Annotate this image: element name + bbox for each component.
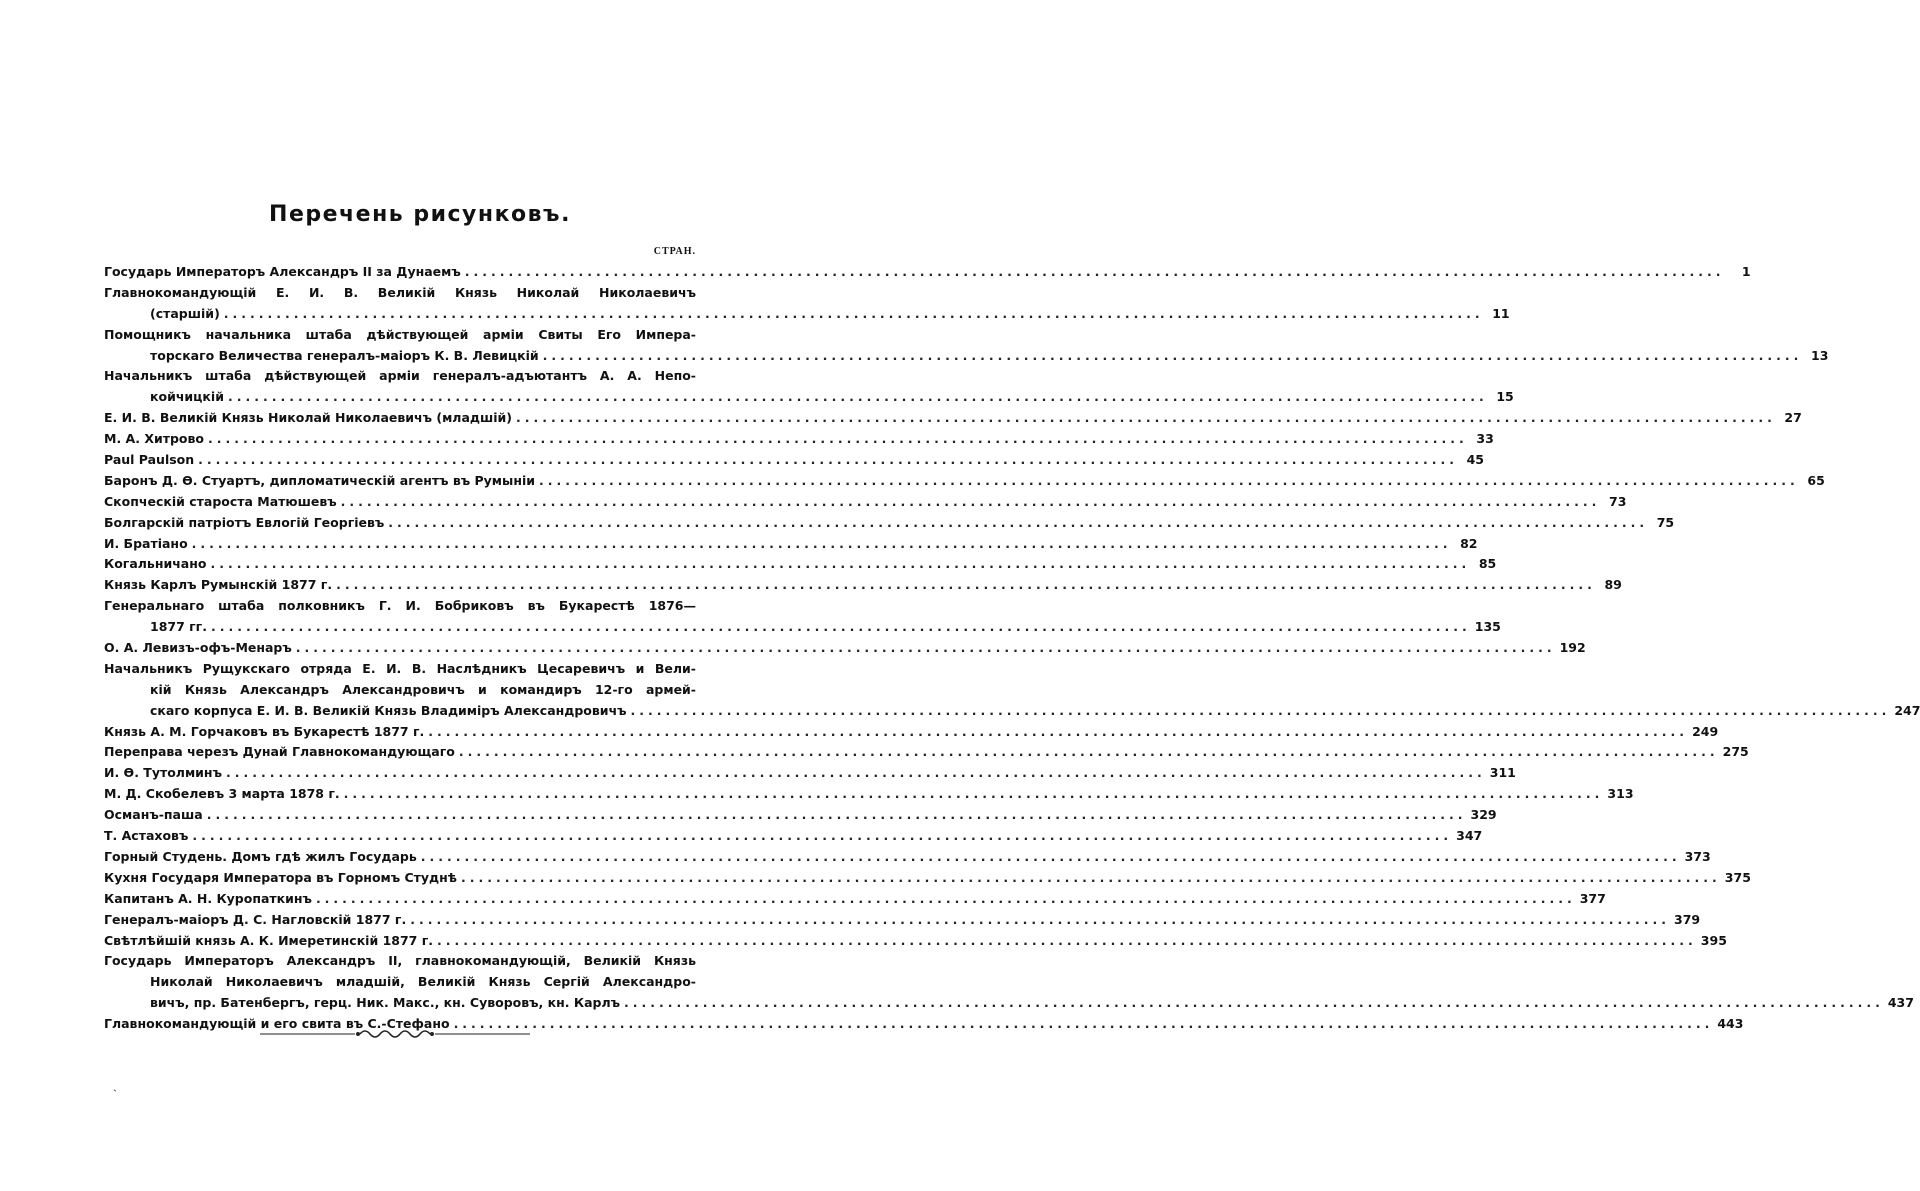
list-item [104,638,1586,659]
entry-title: (старшій) [150,305,220,321]
dot-leader [188,534,1456,555]
page-number: 15 [1496,389,1514,405]
entry-line: Генеральнаго штаба полковникъ Г. И. Бобриковъ въ Букарестѣ 1876— [104,598,696,614]
list-item [104,262,1751,283]
entry-line: Начальникъ штаба дѣйствующей арміи генералъ-адъютантъ А. А. Непо- [104,368,696,384]
list-item [104,471,1825,492]
entry-title: Главнокомандующій и его свита въ С.-Стефано [104,1016,450,1032]
list-item [104,492,1627,513]
dot-leader [224,387,1492,408]
entry-title: Т. Астаховъ [104,828,189,844]
list-item [104,826,1483,847]
list-item [104,304,1510,325]
entry-title: койчицкій [150,389,224,405]
dot-leader [620,993,1888,1014]
entry-title: М. А. Хитрово [104,431,204,447]
page-number: 329 [1470,807,1497,823]
page-number: 347 [1456,828,1483,844]
entry-title: Капитанъ А. Н. Куропаткинъ [104,890,312,906]
dot-leader [204,429,1472,450]
dot-leader [455,742,1723,763]
list-item [104,450,1484,471]
entry-title: торскаго Величества генералъ-маіоръ К. В. Левицкій [150,347,539,363]
page-number: 379 [1674,911,1701,927]
page-number: 192 [1559,640,1586,656]
page-number: 249 [1692,723,1719,739]
dot-leader [450,1014,1718,1035]
page-number: 313 [1607,786,1634,802]
list-item [104,701,1920,722]
dot-leader [539,346,1807,367]
stray-mark: ˎ [113,1078,117,1092]
page-number: 311 [1489,765,1516,781]
dot-leader [406,910,1674,931]
entry-title: Кухня Государя Императора въ Горномъ Студнѣ [104,869,457,885]
page-number: 1 [1741,264,1751,279]
entry-title: И. Братіано [104,535,188,551]
list-item [104,387,1514,408]
dot-leader [203,805,1471,826]
list-item [104,910,1701,931]
list-item [104,742,1749,763]
dot-leader [194,450,1462,471]
page-number: 73 [1609,493,1627,509]
page-number: 247 [1894,702,1920,718]
page-number: 373 [1684,848,1711,864]
page-number: 443 [1717,1016,1744,1032]
list-item [104,346,1829,367]
list-item [104,889,1606,910]
entry-title: Государь Императоръ Александръ II за Дунаемъ [104,264,461,279]
dot-leader [188,826,1456,847]
list-item [104,784,1634,805]
list-item [104,534,1478,555]
page-number: 395 [1700,932,1727,948]
list-item [104,763,1516,784]
list-item [104,931,1727,952]
list-item [104,722,1719,743]
list-item [104,868,1751,889]
entry-title: Переправа черезъ Дунай Главнокомандующаго [104,744,455,760]
dot-leader [207,617,1475,638]
entry-title: Paul Paulson [104,452,195,468]
page-column-header: СТРАН. [653,246,696,257]
list-of-illustrations [104,262,1920,1035]
entry-continuation-line: кій Князь Александръ Александровичъ и командиръ 12-го армей- [150,681,696,697]
entry-line: Государь Императоръ Александръ II, главнокомандующій, Великій Князь [104,953,696,969]
dot-leader [433,931,1701,952]
entry-title: Князь А. М. Горчаковъ въ Букарестѣ 1877 г. [104,723,425,739]
entry-title: скаго корпуса Е. И. В. Великій Князь Владиміръ Александровичъ [150,702,627,718]
entry-title: Скопческій староста Матюшевъ [104,493,337,509]
page-number: 11 [1492,305,1510,321]
ornament-divider [260,1024,530,1044]
page-number: 75 [1656,514,1675,530]
entry-title: Когальничано [104,556,207,572]
entry-line: Помощникъ начальника штаба дѣйствующей арміи Свиты Его Импера- [104,326,696,342]
page-number: 65 [1807,472,1825,488]
page-number: 437 [1887,995,1914,1011]
dot-leader [457,868,1725,889]
dot-leader [332,575,1600,596]
dot-leader [340,784,1608,805]
entry-title: Османъ-паша [104,807,203,823]
dot-leader [535,471,1803,492]
list-item [104,575,1622,596]
entry-title: Горный Студень. Домъ гдѣ жилъ Государь [104,848,417,864]
list-item [104,847,1711,868]
entry-title: Генералъ-маіоръ Д. С. Нагловскій 1877 г. [104,911,407,927]
list-item [104,429,1494,450]
dot-leader [627,701,1895,722]
entry-title: 1877 гг. [150,619,207,635]
list-item [104,408,1802,429]
entry-continuation-line: Николай Николаевичъ младшій, Великій Князь Сергій Александро- [150,974,696,990]
entry-line: Начальникъ Рущукскаго отряда Е. И. В. Наслѣдникъ Цесаревичъ и Вели- [104,660,696,676]
entry-title: Свѣтлѣйшій князь А. К. Имеретинскій 1877 г. [104,932,433,948]
entry-title: Баронъ Д. Ѳ. Стуартъ, дипломатическій агентъ въ Румыніи [104,472,535,488]
dot-leader [222,763,1490,784]
list-item [104,513,1675,534]
dot-leader [337,492,1605,513]
page-number: 82 [1460,535,1478,551]
dot-leader [384,513,1652,534]
page-number: 33 [1476,431,1494,447]
dot-leader [424,722,1692,743]
entry-line: Главнокомандующій Е. И. В. Великій Князь Николай Николаевичъ [104,284,696,300]
dot-leader [461,262,1729,283]
dot-leader [292,638,1560,659]
page-title: Перечень рисунковъ. [269,202,571,227]
entry-title: И. Ѳ. Тутолминъ [104,765,222,781]
dot-leader [206,554,1474,575]
dot-leader [512,408,1780,429]
entry-title: Болгарскій патріотъ Евлогій Георгіевъ [104,514,385,530]
page-number: 85 [1478,556,1497,572]
dot-leader [417,847,1685,868]
page-number: 135 [1474,619,1501,635]
entry-title: О. А. Левизъ-офъ-Менаръ [104,640,292,656]
page-number: 27 [1784,410,1802,426]
list-item [104,993,1914,1014]
entry-title: М. Д. Скобелевъ 3 марта 1878 г. [104,786,340,802]
page-number: 375 [1724,869,1751,885]
entry-title: Е. И. В. Великій Князь Николай Николаевичъ (младшій) [104,410,513,426]
page-number: 377 [1579,890,1606,906]
entry-title: Князь Карлъ Румынскій 1877 г. [104,577,333,593]
dot-leader [220,304,1488,325]
page-number: 45 [1466,452,1484,468]
list-item [104,554,1497,575]
page-number: 13 [1811,347,1829,363]
entry-title: вичъ, пр. Батенбергъ, герц. Ник. Макс., кн. Суворовъ, кн. Карлъ [150,995,621,1011]
list-item [104,617,1501,638]
page-number: 89 [1604,577,1622,593]
page-number: 275 [1722,744,1749,760]
dot-leader [312,889,1580,910]
list-item [104,805,1497,826]
